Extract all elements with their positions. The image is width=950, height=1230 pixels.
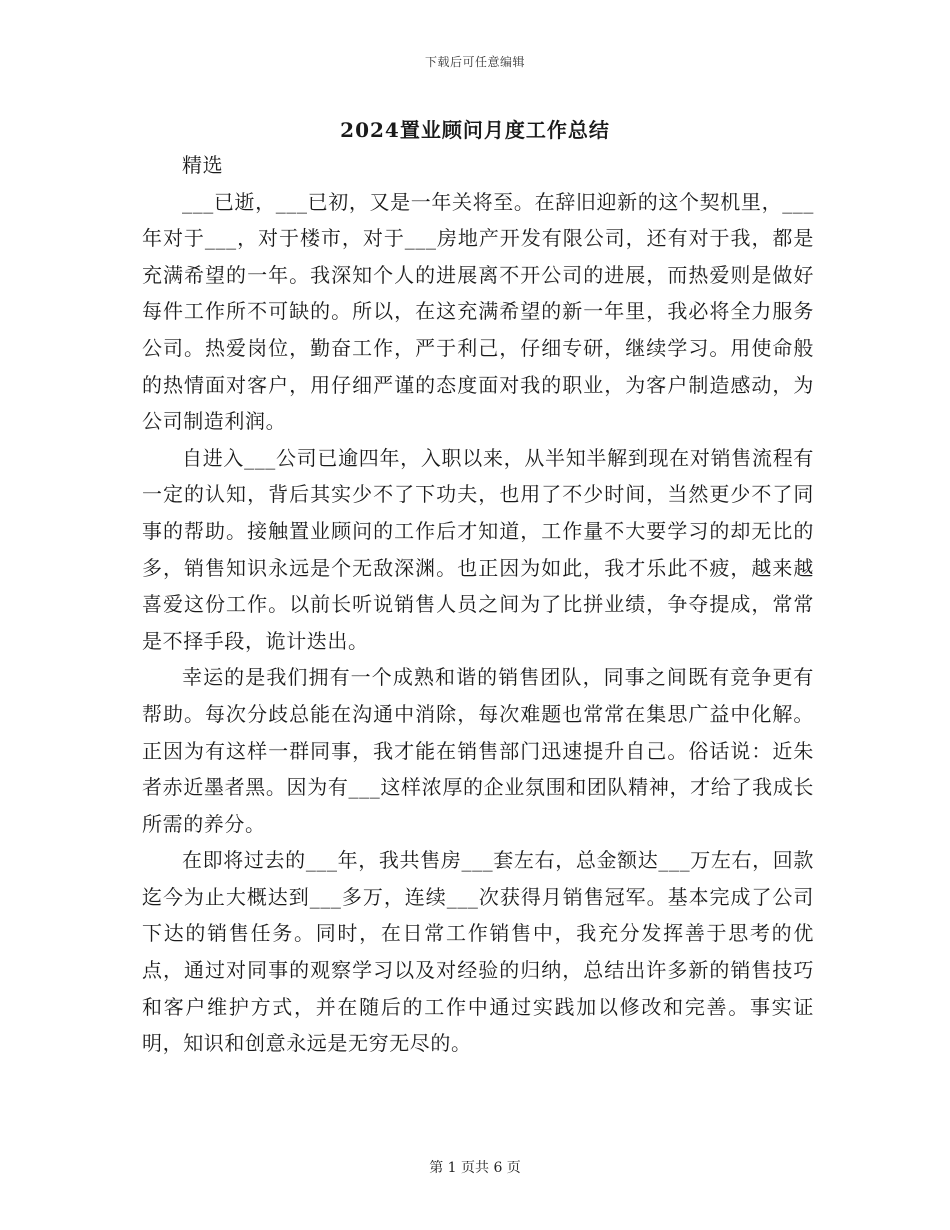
document-body bbox=[142, 147, 814, 1062]
paragraph: 自进入___公司已逾四年，入职以来，从半知半解到现在对销售流程有一定的认知，背后其实少不了下功夫，也用了不少时间，当然更少不了同事的帮助。接触置业顾问的工作后才知道，工作量不大要学习的却无比的多，销售知识永远是个无敌深渊。也正因为如此，我才乐此不疲，越来越喜爱这份工作。以前长听说销售人员之间为了比拼业绩，争夺提成，常常是不择手段，诡计迭出。 bbox=[142, 445, 814, 653]
paragraph-label: 精选 bbox=[182, 153, 224, 177]
page-number: 第 1 页共 6 页 bbox=[429, 1160, 521, 1176]
header-note: 下载后可任意编辑 bbox=[424, 55, 525, 69]
paragraph: 幸运的是我们拥有一个成熟和谐的销售团队，同事之间既有竞争更有帮助。每次分歧总能在沟通中消除，每次难题也常常在集思广益中化解。正因为有这样一群同事，我才能在销售部门迅速提升自己。俗话说：近朱者赤近墨者黑。因为有___这样浓厚的企业氛围和团队精神，才给了我成长所需的养分。 bbox=[142, 665, 814, 836]
paragraph: ___已逝，___已初，又是一年关将至。在辞旧迎新的这个契机里，___年对于___，对于楼市，对于___房地产开发有限公司，还有对于我，都是充满希望的一年。我深知个人的进展离不开公司的进展，而热爱则是做好每件工作所不可缺的。所以，在这充满希望的新一年里，我必将全力服务公司。热爱岗位，勤奋工作，严于利己，仔细专研，继续学习。用使命般的热情面对客户，用仔细严谨的态度面对我的职业，为客户制造感动，为公司制造利润。 bbox=[142, 189, 814, 434]
document-title: 2024置业顾问月度工作总结 bbox=[340, 118, 610, 142]
paragraph: 在即将过去的___年，我共售房___套左右，总金额达___万左右，回款迄今为止大概达到___多万，连续___次获得月销售冠军。基本完成了公司下达的销售任务。同时，在日常工作销售中，我充分发挥善于思考的优点，通过对同事的观察学习以及对经验的归纳，总结出许多新的销售技巧和客户维护方式，并在随后的工作中通过实践加以修改和完善。事实证明，知识和创意永远是无穷无尽的。 bbox=[142, 848, 814, 1056]
